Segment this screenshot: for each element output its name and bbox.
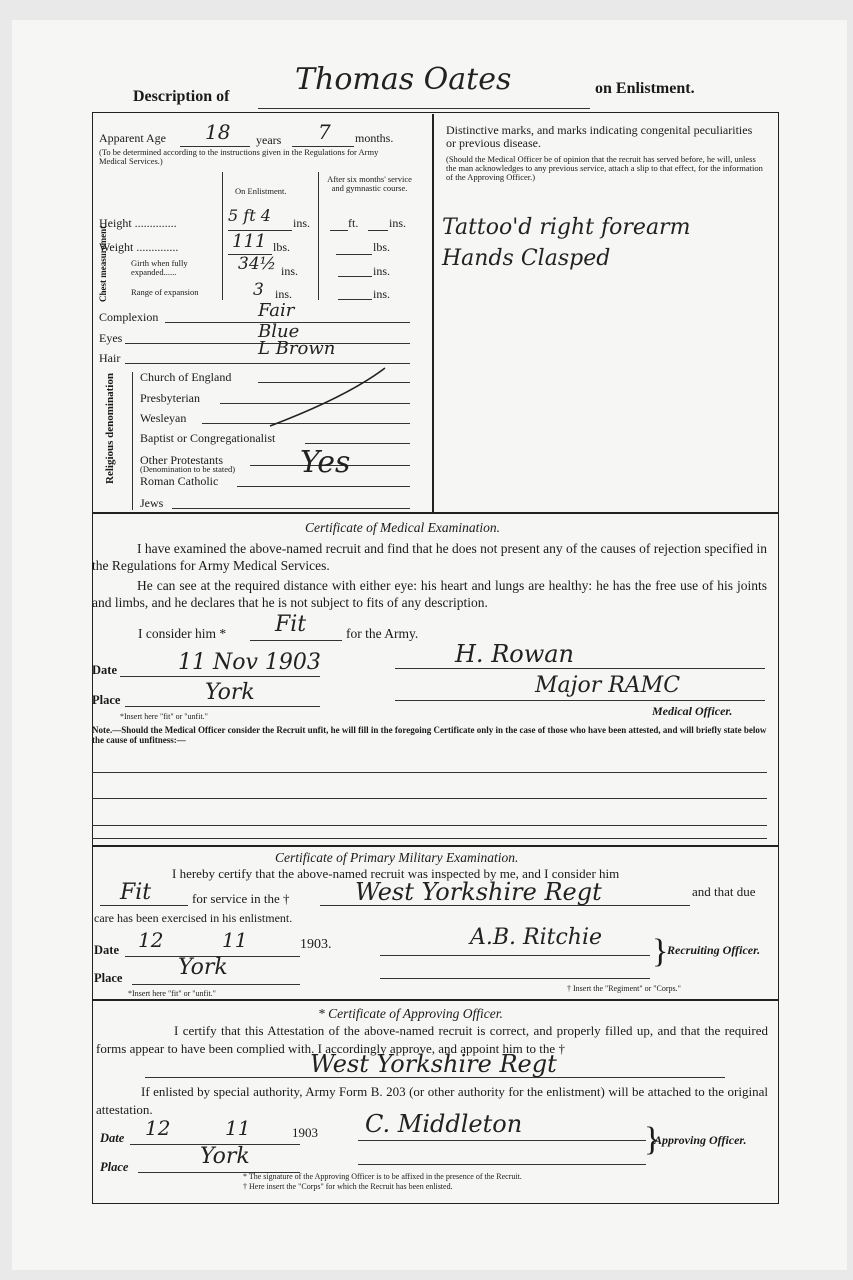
eyes-label: Eyes [99, 331, 123, 345]
girth-ins-label: ins. [281, 264, 299, 278]
religion-roman-catholic: Roman Catholic [140, 474, 219, 488]
military-place-label: Place [94, 971, 123, 985]
approving-para-2: If enlisted by special authority, Army Form B. 203 (or other authority for the enlistment) will be attached to the original attestation. [96, 1084, 768, 1117]
weight-label: Weight .............. [99, 240, 179, 254]
medical-signature-rank: Major RAMC [535, 673, 681, 698]
military-place-line [132, 984, 300, 985]
military-regiment: West Yorkshire Regt [355, 878, 602, 906]
approving-para-1: I certify that this Attestation of the above-named recruit is correct, and properly filled up, and that the required forms appear to have been complied with. I accordingly approve, and appoint him to the † [96, 1023, 768, 1056]
medical-title: Certificate of Medical Examination. [305, 520, 500, 535]
recruit-name: Thomas Oates [295, 62, 512, 97]
medical-signature-line [395, 668, 765, 669]
unfitness-line-1 [92, 772, 767, 773]
approving-signature-line [358, 1140, 646, 1141]
height-ins-after: ins. [389, 216, 407, 230]
military-second-line [380, 978, 650, 979]
religion-side-label: Religious denomination [104, 373, 116, 484]
approving-date-label: Date [100, 1131, 125, 1145]
military-intro: I hereby certify that the above-named recruit was inspected by me, and I consider him [172, 866, 620, 881]
approving-date-year: 1903 [292, 1125, 318, 1140]
medical-officer-label: Medical Officer. [652, 704, 733, 718]
unfitness-line-2 [92, 798, 767, 799]
height-ins-label: ins. [293, 216, 311, 230]
approving-place-label: Place [100, 1160, 129, 1174]
military-regiment-note: † Insert the "Regiment" or "Corps." [567, 984, 681, 993]
approving-title: * Certificate of Approving Officer. [318, 1006, 503, 1021]
medical-place-line [125, 706, 320, 707]
religion-baptist: Baptist or Congregationalist [140, 431, 276, 445]
age-years-value: 18 [205, 120, 231, 144]
military-title: Certificate of Primary Military Examination. [275, 850, 519, 865]
approving-footnote-2: † Here insert the "Corps" for which the Recruit has been enlisted. [243, 1182, 453, 1191]
medical-signature: H. Rowan [455, 640, 575, 668]
medical-date-line [120, 676, 320, 677]
military-for-service: for service in the † [192, 891, 290, 906]
military-fit-value: Fit [120, 880, 152, 905]
height-ins-after-line [368, 230, 388, 231]
religion-mark: Yes [300, 445, 351, 480]
name-line [258, 108, 590, 109]
religion-jews: Jews [140, 496, 164, 510]
column-divider [432, 114, 434, 512]
weight-value: 111 [232, 231, 267, 252]
religion-other-protestants: Other Protestants [140, 453, 223, 467]
military-date-month: 11 [222, 928, 248, 952]
height-value: 5 ft 4 [228, 206, 271, 225]
medical-place-label: Place [92, 693, 121, 707]
range-label: Range of expansion [131, 287, 199, 297]
complexion-value: Fair [258, 300, 295, 321]
religion-line-6 [237, 486, 410, 487]
hair-label: Hair [99, 351, 121, 365]
military-date-label: Date [94, 943, 119, 957]
col-line-2 [318, 172, 319, 300]
marks-line-2: Hands Clasped [442, 246, 611, 271]
weight-lbs-after: lbs. [373, 240, 391, 254]
girth-ins-after: ins. [373, 264, 391, 278]
military-brace: } [652, 933, 669, 970]
religion-line-4 [305, 443, 410, 444]
section-divider-approving [92, 999, 778, 1001]
girth-after-line [338, 276, 372, 277]
eyes-value: Blue [258, 321, 300, 342]
religion-bracket [132, 372, 133, 510]
approving-footnote-1: * The signature of the Approving Officer is to be affixed in the presence of the Recruit. [243, 1172, 522, 1181]
chest-label: Chest measurement [98, 225, 108, 302]
medical-para-1: I have examined the above-named recruit and find that he does not present any of the causes of rejection specified in the Regulations for Army Medical Services. [92, 541, 767, 573]
religion-wesleyan: Wesleyan [140, 411, 187, 425]
age-note: (To be determined according to the instructions given in the Regulations for Army Medical Services.) [99, 147, 379, 166]
medical-note: Note.—Should the Medical Officer consider the Recruit unfit, he will fill in the foregoing Certificate only in the case of those who have been attested, and will briefly state below the cause of unfitness:— [92, 725, 767, 745]
recruiting-officer-label: Recruiting Officer. [667, 943, 761, 957]
religion-presbyterian: Presbyterian [140, 391, 200, 405]
consider-label: I consider him * [138, 626, 227, 641]
approving-signature: C. Middleton [365, 1110, 523, 1138]
height-ft-after: ft. [348, 216, 359, 230]
section-divider-medical [92, 512, 778, 514]
military-signature-line [380, 955, 650, 956]
hair-value: L Brown [258, 338, 336, 359]
range-after-line [338, 299, 372, 300]
medical-insert-note: *Insert here "fit" or "unfit." [120, 712, 208, 721]
religion-line-7 [172, 508, 410, 509]
unfitness-line-4 [92, 838, 767, 839]
col-on-enlistment: On Enlistment. [235, 186, 287, 196]
height-label: Height .............. [99, 216, 177, 230]
religion-church-of-england: Church of England [140, 370, 232, 384]
girth-value: 34½ [238, 254, 277, 274]
religion-other-note: (Denomination to be stated) [140, 464, 236, 474]
for-army-label: for the Army. [346, 626, 419, 641]
complexion-label: Complexion [99, 310, 159, 324]
approving-officer-label: Approving Officer. [654, 1133, 747, 1147]
medical-date-label: Date [92, 663, 117, 677]
range-ins-label: ins. [275, 287, 293, 301]
description-of-label: Description of [133, 88, 230, 105]
approving-date-day: 12 [145, 1116, 171, 1140]
apparent-age-label: Apparent Age [99, 131, 166, 145]
approving-regiment: West Yorkshire Regt [310, 1050, 557, 1078]
years-label: years [256, 133, 282, 147]
military-signature: A.B. Ritchie [470, 925, 603, 950]
marks-line-1: Tattoo'd right forearm [442, 215, 691, 240]
marks-heading: Distinctive marks, and marks indicating congenital peculiarities or previous disease. [446, 123, 753, 150]
on-enlistment-label: on Enlistment. [595, 80, 695, 97]
girth-label: Girth when fully expanded...... [131, 258, 188, 277]
military-date-day: 12 [138, 928, 164, 952]
range-value: 3 [253, 280, 264, 300]
medical-date-value: 11 Nov 1903 [178, 650, 321, 675]
section-divider-military [92, 845, 778, 847]
weight-after-line [336, 254, 372, 255]
marks-note: (Should the Medical Officer be of opinion that the recruit has served before, he will, unless the man acknowledges to any previous service, attach a slip to that effect, for the information of the Approving Officer.) [446, 154, 763, 182]
approving-date-month: 11 [225, 1116, 251, 1140]
col-after-six-months: After six months' service and gymnastic course. [327, 174, 412, 193]
military-fit-line [100, 905, 188, 906]
consider-value: Fit [275, 612, 307, 637]
military-insert-note: *Insert here "fit" or "unfit." [128, 989, 216, 998]
months-label: months. [355, 131, 394, 145]
approving-place-value: York [200, 1144, 250, 1169]
weight-lbs-label: lbs. [273, 240, 291, 254]
unfitness-line-3 [92, 825, 767, 826]
approving-brace: } [644, 1121, 661, 1158]
religion-strike-mark [260, 362, 395, 432]
age-months-value: 7 [318, 120, 331, 144]
medical-place-value: York [205, 680, 255, 705]
col-line-1 [222, 172, 223, 300]
range-ins-after: ins. [373, 287, 391, 301]
medical-para-2: He can see at the required distance with either eye: his heart and lungs are healthy: he has the free use of his joints and limbs, and he declares that he is not subject to fits of any description. [92, 578, 767, 610]
medical-rank-line [395, 700, 765, 701]
military-place-value: York [178, 955, 228, 980]
military-date-year: 1903. [300, 937, 332, 952]
military-and-that: and that due [692, 884, 756, 899]
height-ft-after-line [330, 230, 348, 231]
approving-second-line [358, 1164, 646, 1165]
military-care: care has been exercised in his enlistment. [94, 911, 293, 925]
consider-line [250, 640, 342, 641]
